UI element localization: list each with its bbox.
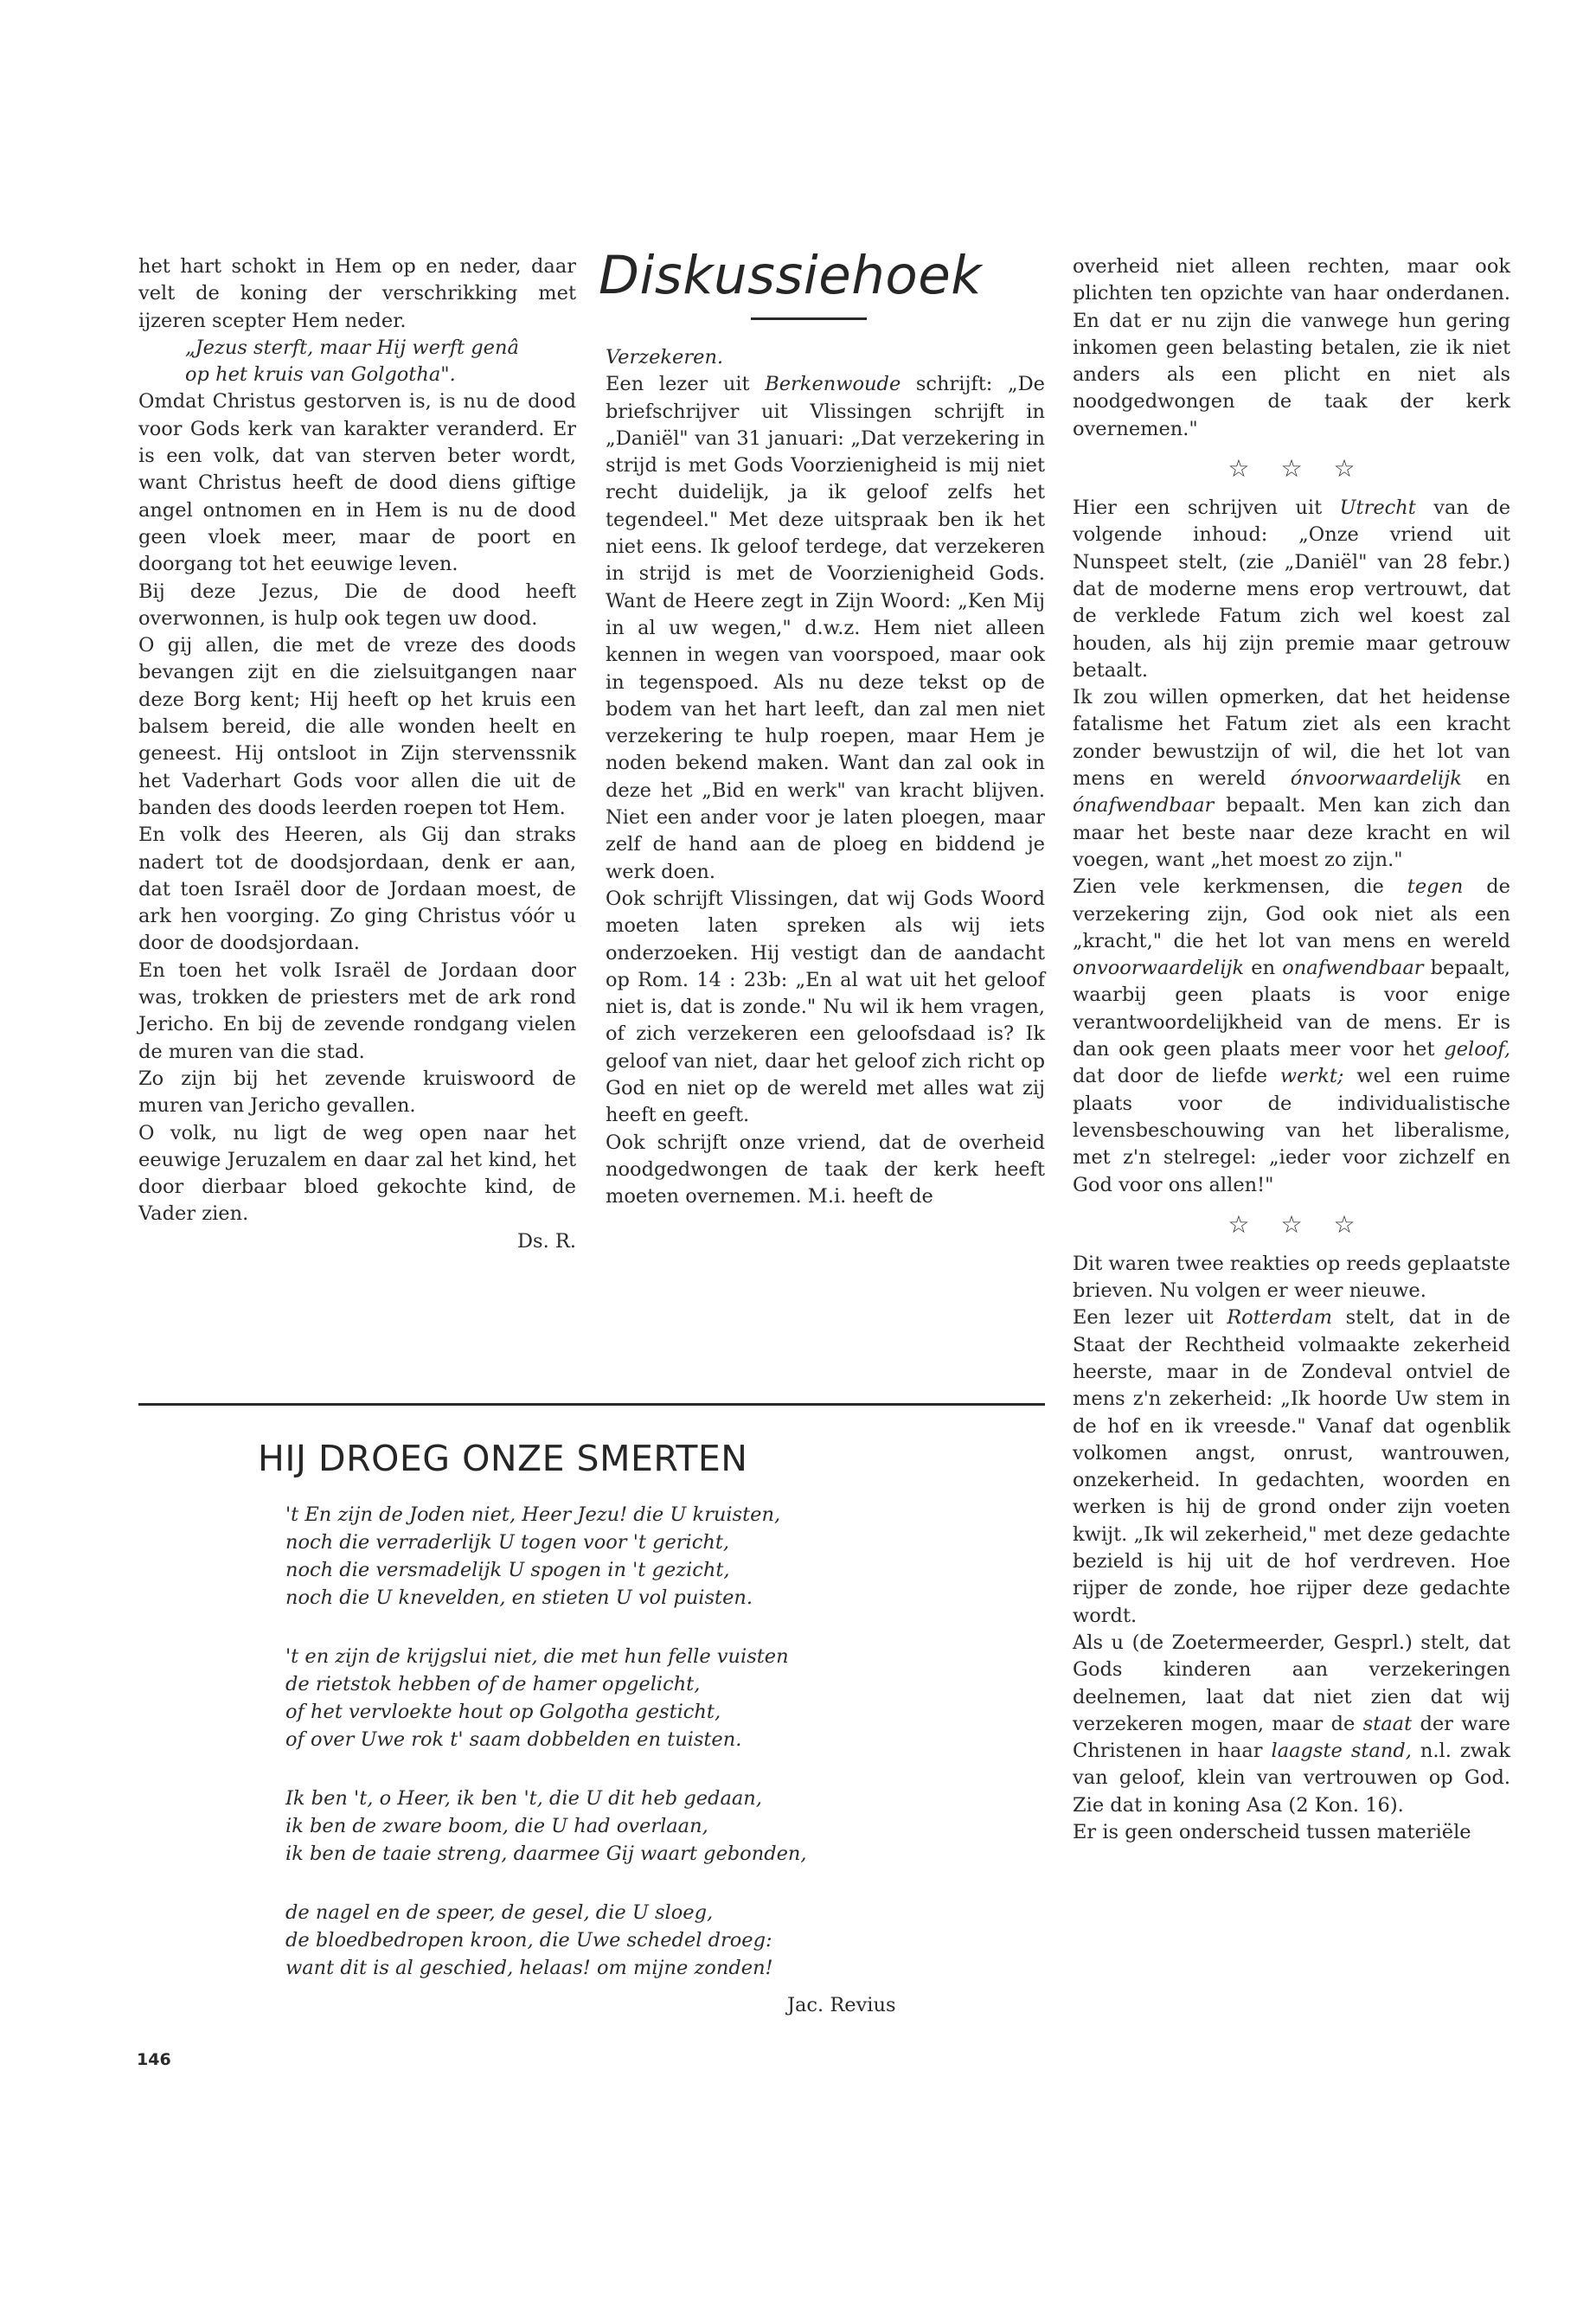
text: de verzekering zijn, God ook niet als een „kracht," die het lot van mens en wereld: [1073, 875, 1511, 952]
emphasis: onafwendbaar: [1282, 957, 1424, 980]
place-name: Berkenwoude: [765, 373, 901, 396]
text: Als u (de Zoetermeerder, Gesprl.) stelt, dat Gods kinderen aan verzekeringen deelnemen, laat dat niet zien dat wij verzekeren mogen, maar de: [1073, 1631, 1510, 1735]
place-name: Rotterdam: [1227, 1306, 1333, 1330]
place-name: Utrecht: [1339, 497, 1416, 520]
paragraph: O gij allen, die met de vreze des doods bevangen zijt en die zielsuitgangen naar deze Borg kent; Hij heeft op het kruis een balsem bereid, die alle wonden heelt en geneest. Hij ontsloot in Zijn stervenssnik het Vaderhart Gods voor allen die uit de banden des doods leerden roepen tot Hem.: [138, 634, 576, 819]
poem-line: ik ben de zware boom, die U had overlaan,: [285, 1815, 708, 1837]
emphasis: laagste stand,: [1271, 1740, 1412, 1763]
paragraph: [1073, 1630, 1510, 1819]
text: bepaalt, waarbij geen plaats is voor enige verantwoordelijkheid van de mens. Er is dan ook geen plaats meer voor het: [1073, 957, 1510, 1061]
text: Een lezer uit: [606, 373, 766, 396]
quote-line: op het kruis van Golgotha".: [185, 363, 456, 387]
emphasis: werkt;: [1279, 1065, 1344, 1088]
paragraph: En toen het volk Israël de Jordaan door was, trokken de priesters met de ark rond Jericho. En bij de zevende rondgang vielen de muren van die stad.: [138, 958, 576, 1063]
paragraph: overheid niet alleen rechten, maar ook plichten ten opzichte van haar onderdanen. En dat er nu zijn die vanwege hun gering inkomen geen belasting betalen, zie ik niet anders als een plicht en niet als noodgedwongen de taak der kerk overnemen.": [1073, 255, 1510, 440]
text: en: [1461, 767, 1510, 791]
column-middle: [599, 245, 1045, 1211]
star-divider: [1073, 1208, 1510, 1242]
poem-line: de bloedbedropen kroon, die Uwe schedel droeg:: [285, 1929, 772, 1952]
poem: [285, 1501, 908, 2013]
text: stelt, dat in de Staat der Rechtheid volmaakte zekerheid heerste, maar in de Zondeval ontviel de mens z'n zekerheid: „Ik hoorde Uw stem in de hof en ik vreesde." Vanaf dat ogenblik volkomen angst, onrust, wantrouwen, onzekerheid. In gedachten, woorden en werken is hij de grond onder zijn voeten kwijt. „Ik wil zekerheid," met deze gedachte bezield is hij uit de hof verdreven. Hoe rijper de zonde, hoe rijper deze gedachte wordt.: [1073, 1306, 1510, 1627]
emphasis: ónafwendbaar: [1073, 794, 1215, 817]
poem-line: ik ben de taaie streng, daarmee Gij waart gebonden,: [285, 1843, 807, 1865]
section-title: Diskussiehoek: [599, 245, 983, 306]
paragraph: [606, 371, 1045, 886]
text: Hier een schrijven uit: [1073, 497, 1340, 520]
text: wel een ruime plaats voor de individualistische levensbeschouwing van het liberalisme, met z'n stelregel: „ieder voor zichzelf en God voor ons allen!": [1073, 1065, 1510, 1196]
poem-line: of over Uwe rok t' saam dobbelden en tuisten.: [285, 1728, 742, 1751]
text: bepaalt. Men kan zich dan maar het beste naar deze kracht en wil voegen, want „het moest zo zijn.": [1073, 794, 1510, 871]
poem-line: de rietstok hebben of de hamer opgelicht,: [285, 1673, 701, 1695]
section-divider: [138, 1403, 1045, 1406]
paragraph: Omdat Christus gestorven is, is nu de dood voor Gods kerk van karakter veranderd. Er is een volk, dat van sterven beter wordt, want Christus heeft de dood diens giftige angel ontnomen en in Hem is nu de dood geen vloek meer, maar de poort en doorgang tot het eeuwige leven.: [138, 390, 576, 576]
page-number: 146: [137, 2050, 171, 2069]
paragraph: En volk des Heeren, als Gij dan straks nadert tot de doodsjordaan, denk er aan, dat toen Israël door de Jordaan moest, de ark hen voorging. Zo ging Christus vóór u door de doodsjordaan.: [138, 824, 576, 955]
poem-line: noch die U knevelden, en stieten U vol puisten.: [285, 1586, 753, 1609]
column-right: [1073, 253, 1510, 1846]
poem-line: 't en zijn de krijgslui niet, die met hun felle vuisten: [285, 1645, 789, 1668]
paragraph: Dit waren twee reakties op reeds geplaatste brieven. Nu volgen er weer nieuwe.: [1073, 1252, 1510, 1303]
paragraph: [1073, 495, 1510, 684]
paragraph: Zo zijn bij het zevende kruiswoord de muren van Jericho gevallen.: [138, 1067, 576, 1118]
text: Zien vele kerkmensen, die: [1073, 875, 1407, 899]
emphasis: staat: [1362, 1712, 1413, 1735]
emphasis: onvoorwaardelijk: [1073, 957, 1245, 980]
paragraph: het hart schokt in Hem op en neder, daar velt de koning der verschrikking met ijzeren scepter Hem neder.: [138, 255, 576, 332]
poem-line: 't En zijn de Joden niet, Heer Jezu! die U kruisten,: [285, 1503, 781, 1526]
poem-line: want dit is al geschied, helaas! om mijne zonden!: [285, 1957, 773, 1979]
text: en: [1244, 957, 1283, 980]
quote-line: „Jezus sterft, maar Hij werft genâ: [185, 336, 519, 359]
paragraph: Ook schrijft Vlissingen, dat wij Gods Woord moeten laten spreken als wij iets onderzoeken. Hij vestigt dan de aandacht op Rom. 14 : 23b: „En al wat uit het geloof niet is, dat is zonde." Nu wil ik hem vragen, of zich verzekeren een geloofsdaad is? Ik geloof van niet, daar het geloof zich richt op God en niet op de wereld met alles wat zij heeft en geeft.: [606, 887, 1045, 1127]
subheading: Verzekeren.: [606, 346, 724, 369]
title-underline: [751, 317, 867, 320]
star-divider: [1073, 452, 1510, 486]
paragraph: O volk, nu ligt de weg open naar het eeuwige Jeruzalem en daar zal het kind, het door dierbaar bloed gekochte kind, de Vader zien.: [138, 1121, 576, 1226]
text: der ware Christenen in haar: [1073, 1712, 1510, 1763]
stars-icon: ☆☆☆: [1227, 1209, 1387, 1239]
stars-icon: ☆☆☆: [1227, 454, 1387, 484]
paragraph: Er is geen onderscheid tussen materiële: [1073, 1821, 1471, 1844]
emphasis: ónvoorwaardelijk: [1290, 767, 1462, 791]
emphasis: geloof,: [1444, 1038, 1510, 1061]
text: Een lezer uit: [1073, 1306, 1227, 1330]
text: schrijft: „De briefschrijver uit Vlissingen schrijft in „Daniël" van 31 januari: „Dat verzekering in strijd is met Gods Voorzienigheid is mij niet recht duidelijk, ja ik geloof zelfs het tegendeel." Met deze uitspraak ben ik het niet eens. Ik geloof terdege, dat verzekeren in strijd is met de Voorzienigheid Gods. Want de Heere zegt in Zijn Woord: „Ken Mij in al uw wegen," d.w.z. Hem niet alleen kennen in wegen van voorspoed, maar ook in tegenspoed. Als nu deze tekst op de bodem van het hart leeft, dan zal men niet verzekering te hulp roepen, maar Hem je noden bekend maken. Want dan zal ook in deze het „Bid en werk" van kracht blijven. Niet een ander voor je laten ploegen, maar zelf de hand aan de ploeg en biddend je werk doen.: [606, 373, 1045, 883]
poem-stanza: [285, 1785, 908, 1868]
poem-line: de nagel en de speer, de gesel, die U sloeg,: [285, 1901, 714, 1924]
text: dat door de liefde: [1073, 1065, 1280, 1088]
paragraph: [1073, 684, 1510, 874]
paragraph: Bij deze Jezus, Die de dood heeft overwonnen, is hulp ook tegen uw dood.: [138, 580, 576, 630]
poem-line: noch die verraderlijk U togen voor 't gericht,: [285, 1531, 730, 1554]
paragraph: [1073, 874, 1510, 1199]
poem-stanza: [285, 1643, 908, 1753]
poem-line: of het vervloekte hout op Golgotha gesticht,: [285, 1701, 721, 1723]
poem-author: Jac. Revius: [787, 1994, 896, 2016]
column-left: [138, 253, 576, 1255]
paragraph: Ook schrijft onze vriend, dat de overheid noodgedwongen de taak der kerk heeft moeten overnemen. M.i. heeft de: [606, 1131, 1045, 1208]
poem-title: HIJ DROEG ONZE SMERTEN: [258, 1438, 748, 1479]
text: n.l. zwak van geloof, klein van vertrouwen op God. Zie dat in koning Asa (2 Kon. 16).: [1073, 1740, 1510, 1817]
emphasis: tegen: [1407, 875, 1464, 899]
poem-line: noch die versmadelijk U spogen in 't gezicht,: [285, 1559, 730, 1581]
text: van de volgende inhoud: „Onze vriend uit Nunspeet stelt, (zie „Daniël" van 28 febr.) dat de moderne mens erop vertrouwt, dat de verklede Fatum zich wel koest zal houden, als hij zijn premie maar getrouw betaalt.: [1073, 497, 1511, 682]
paragraph: [1073, 1304, 1510, 1630]
poem-line: Ik ben 't, o Heer, ik ben 't, die U dit heb gedaan,: [285, 1787, 762, 1810]
poem-stanza: [285, 1501, 908, 1612]
poem-stanza: [285, 1899, 908, 1982]
text: Ik zou willen opmerken, dat het heidense fatalisme het Fatum ziet als een kracht zonder bewustzijn of wil, die het lot van mens en wereld: [1073, 686, 1510, 791]
signature: Ds. R.: [517, 1229, 576, 1253]
